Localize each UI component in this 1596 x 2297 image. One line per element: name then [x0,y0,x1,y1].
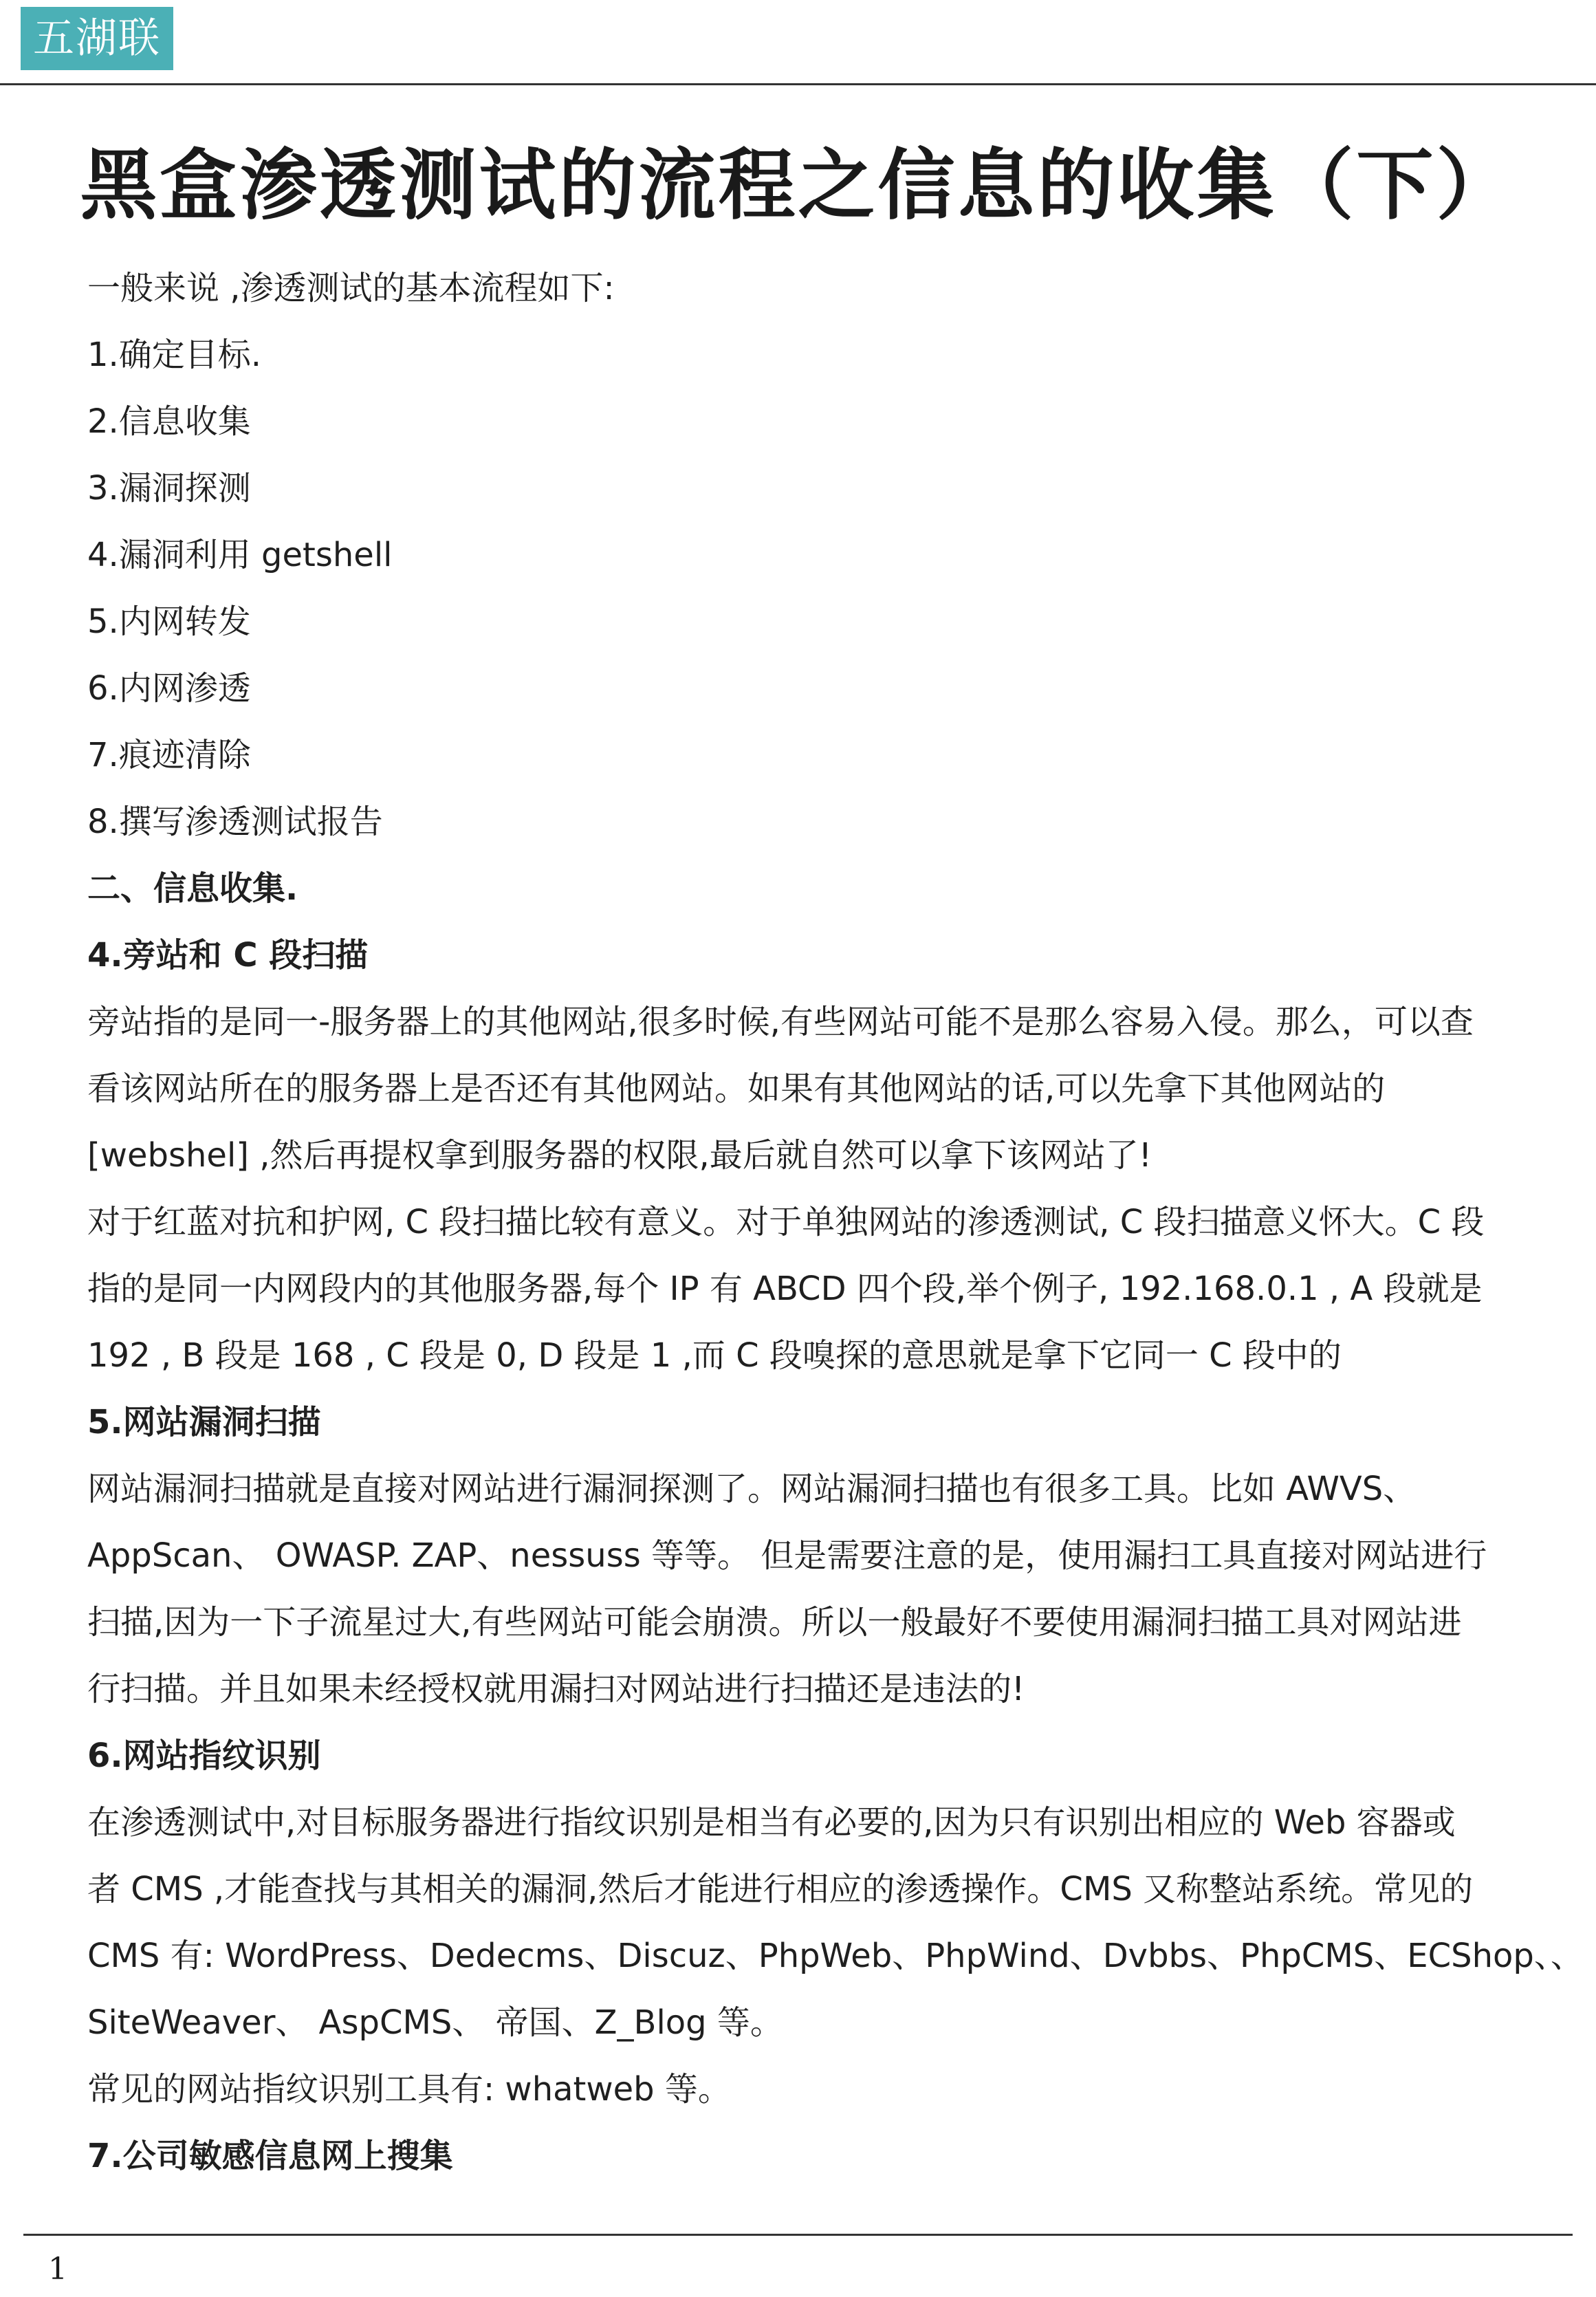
list-item: 6.内网渗透 [87,669,251,708]
paragraph-line: 旁站指的是同一-服务器上的其他网站,很多时候,有些网站可能不是那么容易入侵。那么，可以查 [87,1003,1474,1041]
paragraph-line: 常见的网站指纹识别工具有: whatweb 等。 [87,2070,731,2109]
paragraph-line: 看该网站所在的服务器上是否还有其他网站。如果有其他网站的话,可以先拿下其他网站的 [87,1069,1386,1108]
list-item: 8.撰写渗透测试报告 [87,803,383,841]
paragraph-line: 对于红蓝对抗和护网, C 段扫描比较有意义。对于单独网站的渗透测试, C 段扫描意义怀大。C 段 [87,1203,1485,1241]
footer-divider [23,2234,1573,2236]
paragraph-line: 者 CMS ,才能查找与其相关的漏洞,然后才能进行相应的渗透操作。CMS 又称整站系统。常见的 [87,1870,1474,1908]
list-item: 2.信息收集 [87,402,251,441]
subsection-heading: 5.网站漏洞扫描 [87,1403,321,1441]
paragraph-line: SiteWeaver、 AspCMS、 帝国、Z_Blog 等。 [87,2003,783,2042]
paragraph-line: [webshel] ,然后再提权拿到服务器的权限,最后就自然可以拿下该网站了! [87,1136,1152,1175]
header-divider [0,83,1596,85]
intro-text: 一般来说 ,渗透测试的基本流程如下: [87,269,615,307]
paragraph-line: 行扫描。并且如果未经授权就用漏扫对网站进行扫描还是违法的! [87,1670,1025,1708]
subsection-heading: 6.网站指纹识别 [87,1737,321,1775]
subsection-heading: 4.旁站和 C 段扫描 [87,936,369,975]
list-item: 3.漏洞探测 [87,469,251,508]
list-item: 5.内网转发 [87,602,251,641]
list-item: 1.确定目标. [87,336,262,374]
document-title: 黑盒渗透测试的流程之信息的收集（下） [80,141,1516,230]
paragraph-line: 扫描,因为一下子流星过大,有些网站可能会崩溃。所以一般最好不要使用漏洞扫描工具对网站进 [87,1603,1462,1642]
paragraph-line: CMS 有: WordPress、Dedecms、Discuz、PhpWeb、PhpWind、Dvbbs、PhpCMS、ECShop、、 [87,1937,1584,1975]
paragraph-line: 指的是同一内网段内的其他服务器,每个 IP 有 ABCD 四个段,举个例子, 192.168.0.1 , A 段就是 [87,1270,1483,1308]
paragraph-line: 192 , B 段是 168 , C 段是 0, D 段是 1 ,而 C 段嗅探的意思就是拿下它同一 C 段中的 [87,1336,1342,1375]
document-body [87,255,1584,2190]
page-number: 1 [48,2252,67,2287]
section-heading: 二、信息收集. [87,869,298,908]
subsection-heading: 7.公司敏感信息网上搜集 [87,2137,453,2175]
list-item: 7.痕迹清除 [87,736,251,774]
paragraph-line: AppScan、 OWASP. ZAP、nessuss 等等。 但是需要注意的是，使用漏扫工具直接对网站进行 [87,1536,1487,1575]
paragraph-line: 在渗透测试中,对目标服务器进行指纹识别是相当有必要的,因为只有识别出相应的 Web 容器或 [87,1803,1456,1842]
paragraph-line: 网站漏洞扫描就是直接对网站进行漏洞探测了。网站漏洞扫描也有很多工具。比如 AWVS、 [87,1470,1417,1508]
logo-badge: 五湖联 [21,7,173,70]
list-item: 4.漏洞利用 getshell [87,536,393,574]
